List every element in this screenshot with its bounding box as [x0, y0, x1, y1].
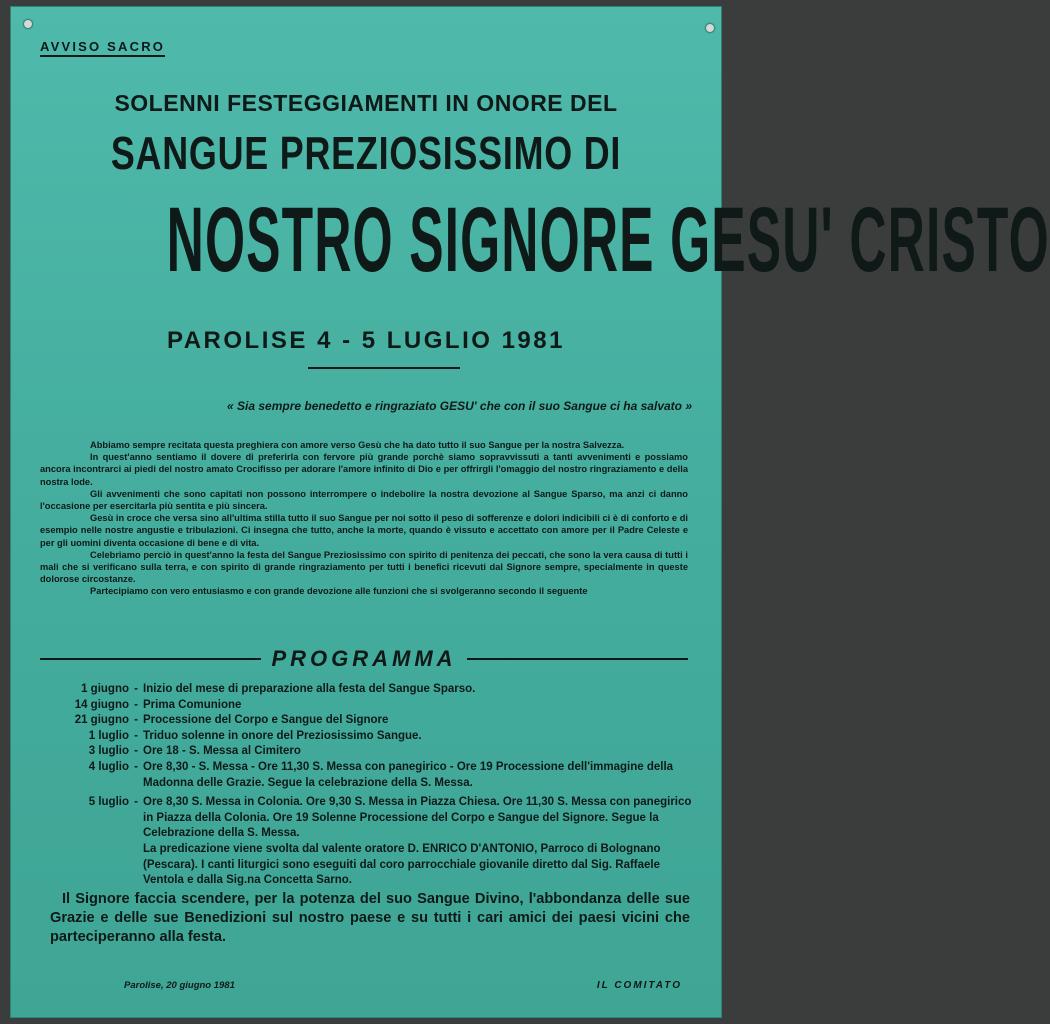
program-dash: -: [134, 714, 138, 727]
paragraph: Celebriamo perciò in quest'anno la festa del Sangue Preziosissimo con spirito di penitenza dei peccati, che sono la vera causa di tutti i mali che si verificano sulla terra, e con spirito di grande ringraziamento per tutti i benefici ricevuti dal Signore sempre, specialmente in queste dolorose circostanze.: [40, 549, 688, 585]
program-date: 3 luglio: [88, 745, 129, 758]
pin-icon: [706, 24, 714, 32]
heading-line-3: NOSTRO SIGNORE GESU' CRISTO: [166, 189, 1050, 291]
program-dash: -: [134, 796, 138, 809]
notice-tag: AVVISO SACRO: [40, 39, 165, 57]
program-date: 4 luglio: [88, 760, 129, 773]
program-date: 5 luglio: [88, 796, 129, 809]
program-text: Ore 8,30 S. Messa in Colonia. Ore 9,30 S. Messa in Piazza Chiesa. Ore 11,30 S. Messa con panegirico in Piazza della Colonia. Ore 19 Solenne Processione del Corpo e Sangue del Signore. Segue la Celebrazione della S. Messa.: [143, 796, 692, 840]
program-dash: -: [134, 729, 138, 742]
program-date: 21 giugno: [74, 714, 129, 727]
program-dash: -: [134, 760, 138, 773]
divider: [467, 658, 688, 660]
program-text: Triduo solenne in onore del Preziosissimo Sangue.: [143, 729, 422, 742]
divider: [308, 367, 460, 369]
program-note: La predicazione viene svolta dal valente oratore D. ENRICO D'ANTONIO, Parroco di Bolognano (Pescara). I canti liturgici sono eseguiti dal coro parrocchiale giovanile diretto dal Sig. Raffaele Ventola e dalla Sig.na Concetta Sarno.: [143, 842, 661, 887]
paragraph: Gli avvenimenti che sono capitati non possono interrompere o indebolire la nostra devozione al Sangue Sparso, ma anzi ci danno l'occasione per esercitarla più sentita e più sincera.: [40, 488, 688, 512]
paragraph: Abbiamo sempre recitata questa preghiera con amore verso Gesù che ha dato tutto il suo Sangue per la nostra Salvezza.: [90, 440, 625, 450]
signoff-signature: IL COMITATO: [596, 980, 682, 991]
program-dash: -: [134, 698, 138, 711]
program-text: Processione del Corpo e Sangue del Signore: [143, 714, 389, 727]
program-text: Ore 8,30 - S. Messa - Ore 11,30 S. Messa con panegirico - Ore 19 Processione dell'immagine della Madonna delle Grazie. Segue la celebrazione della S. Messa.: [143, 760, 674, 789]
program-item: [46, 713, 696, 729]
program-item: [46, 760, 696, 791]
program-date: 1 giugno: [81, 683, 129, 695]
motto: « Sia sempre benedetto e ringraziato GESU' che con il suo Sangue ci ha salvato »: [227, 399, 692, 413]
program-heading: [40, 646, 688, 672]
signoff-place-date: Parolise, 20 giugno 1981: [124, 980, 235, 991]
heading-line-1: SOLENNI FESTEGGIAMENTI IN ONORE DEL: [114, 90, 618, 116]
paragraph: Partecipiamo con vero entusiasmo e con grande devozione alle funzioni che si svolgeranno secondo il seguente: [90, 586, 588, 597]
program-item: [46, 698, 696, 714]
program-dash: -: [134, 683, 138, 695]
body-text: [40, 439, 688, 598]
program-dash: -: [134, 745, 138, 758]
closing-blessing: Il Signore faccia scendere, per la potenza del suo Sangue Divino, l'abbondanza delle sue Grazie e delle sue Benedizioni sul nostro paese e su tutti i cari amici dei paesi vicini che parteciperanno alla festa.: [50, 891, 690, 945]
place-date: PAROLISE 4 - 5 LUGLIO 1981: [167, 327, 565, 354]
paragraph: In quest'anno sentiamo il dovere di preferirla con fervore più grande porchè siamo sopravvissuti a tanti avvenimenti e possiamo ancora incontrarci ai piedi del nostro amato Crocifisso per adorare l'amore infinito di Dio e per offrirgli l'omaggio del nostro ringraziamento e della nostra lode.: [40, 452, 688, 487]
program-date: 14 giugno: [74, 698, 129, 711]
heading-line-2: SANGUE PREZIOSISSIMO DI: [110, 127, 622, 179]
program-date: 1 luglio: [88, 729, 129, 742]
program-text: Inizio del mese di preparazione alla festa del Sangue Sparso.: [143, 683, 476, 695]
program-title: PROGRAMMA: [271, 646, 457, 671]
program-item: [46, 795, 696, 842]
program-list: [46, 682, 696, 889]
program-item: [46, 729, 696, 745]
pin-icon: [24, 20, 32, 28]
program-text: Ore 18 - S. Messa al Cimitero: [143, 745, 301, 758]
program-text: Prima Comunione: [143, 698, 242, 711]
paragraph: Gesù in croce che versa sino all'ultima stilla tutto il suo Sangue per noi sotto il peso di sofferenze e dolori indicibili ci è di conforto e di esempio nelle nostre angustie e tribulazioni. Ci insegna che tutto, anche la morte, quando è vissuto e accettato con amore per il Padre Celeste e per gli uomini diventa occasione di bene e di vita.: [40, 513, 688, 548]
program-item: [46, 682, 696, 698]
program-item: [46, 744, 696, 760]
poster: [10, 6, 1050, 1018]
divider: [40, 658, 261, 660]
